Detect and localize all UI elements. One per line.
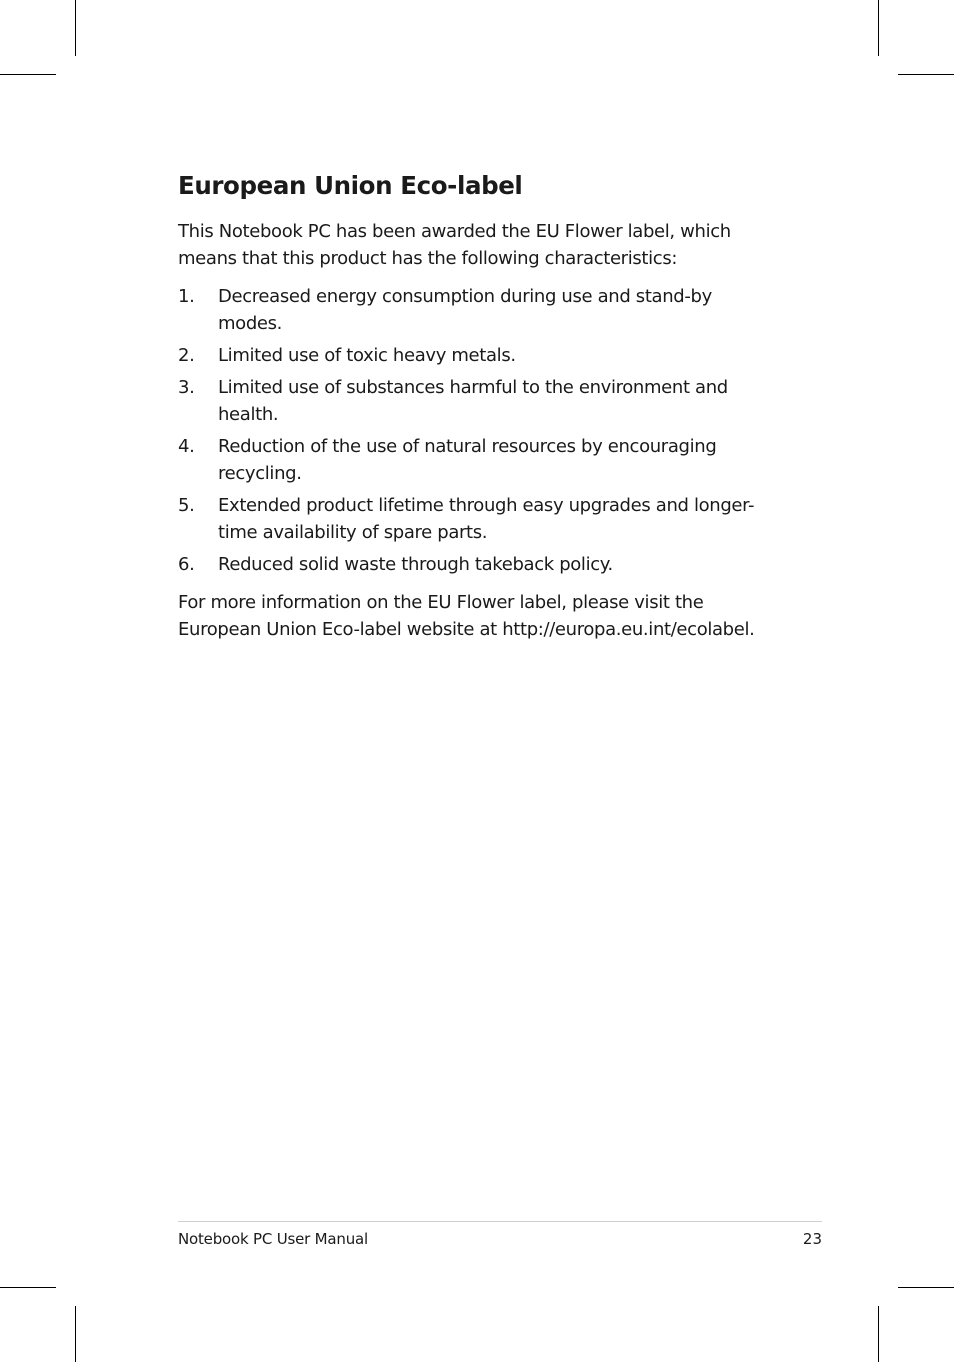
list-item xyxy=(178,492,778,546)
page-content xyxy=(178,170,778,643)
list-item-text: Decreased energy consumption during use and stand-by modes. xyxy=(218,286,712,334)
list-item-number: 2. xyxy=(178,345,195,366)
crop-mark-bottom-left-vertical xyxy=(75,1306,76,1362)
list-item-number: 1. xyxy=(178,286,195,307)
list-item-text: Reduced solid waste through takeback policy. xyxy=(218,554,613,575)
list-item xyxy=(178,551,778,578)
closing-paragraph: For more information on the EU Flower label, please visit the European Union Eco-label website at http://europa.eu.int/ecolabel. xyxy=(178,592,755,640)
footer-page-number: 23 xyxy=(802,1230,822,1248)
crop-mark-bottom-right-vertical xyxy=(878,1306,879,1362)
page-title: European Union Eco-label xyxy=(178,171,523,200)
list-item-text: Extended product lifetime through easy upgrades and longer-time availability of spare parts. xyxy=(218,495,755,543)
list-item-number: 6. xyxy=(178,554,195,575)
list-item xyxy=(178,433,778,487)
list-item-text: Reduction of the use of natural resources by encouraging recycling. xyxy=(218,436,717,484)
list-item-text: Limited use of substances harmful to the environment and health. xyxy=(218,377,728,425)
list-item-text: Limited use of toxic heavy metals. xyxy=(218,345,516,366)
crop-mark-bottom-right-horizontal xyxy=(898,1287,954,1288)
crop-mark-top-left-vertical xyxy=(75,0,76,56)
crop-mark-bottom-left-horizontal xyxy=(0,1287,56,1288)
crop-mark-top-right-horizontal xyxy=(898,74,954,75)
list-item-number: 4. xyxy=(178,436,195,457)
footer-divider xyxy=(178,1221,822,1222)
crop-mark-top-right-vertical xyxy=(878,0,879,56)
intro-paragraph: This Notebook PC has been awarded the EU Flower label, which means that this product has the following characteristics: xyxy=(178,221,731,269)
list-item-number: 5. xyxy=(178,495,195,516)
list-item-number: 3. xyxy=(178,377,195,398)
list-item xyxy=(178,283,778,337)
list-item xyxy=(178,342,778,369)
list-item xyxy=(178,374,778,428)
characteristics-list xyxy=(178,283,778,578)
crop-mark-top-left-horizontal xyxy=(0,74,56,75)
footer-manual-name: Notebook PC User Manual xyxy=(178,1230,368,1248)
